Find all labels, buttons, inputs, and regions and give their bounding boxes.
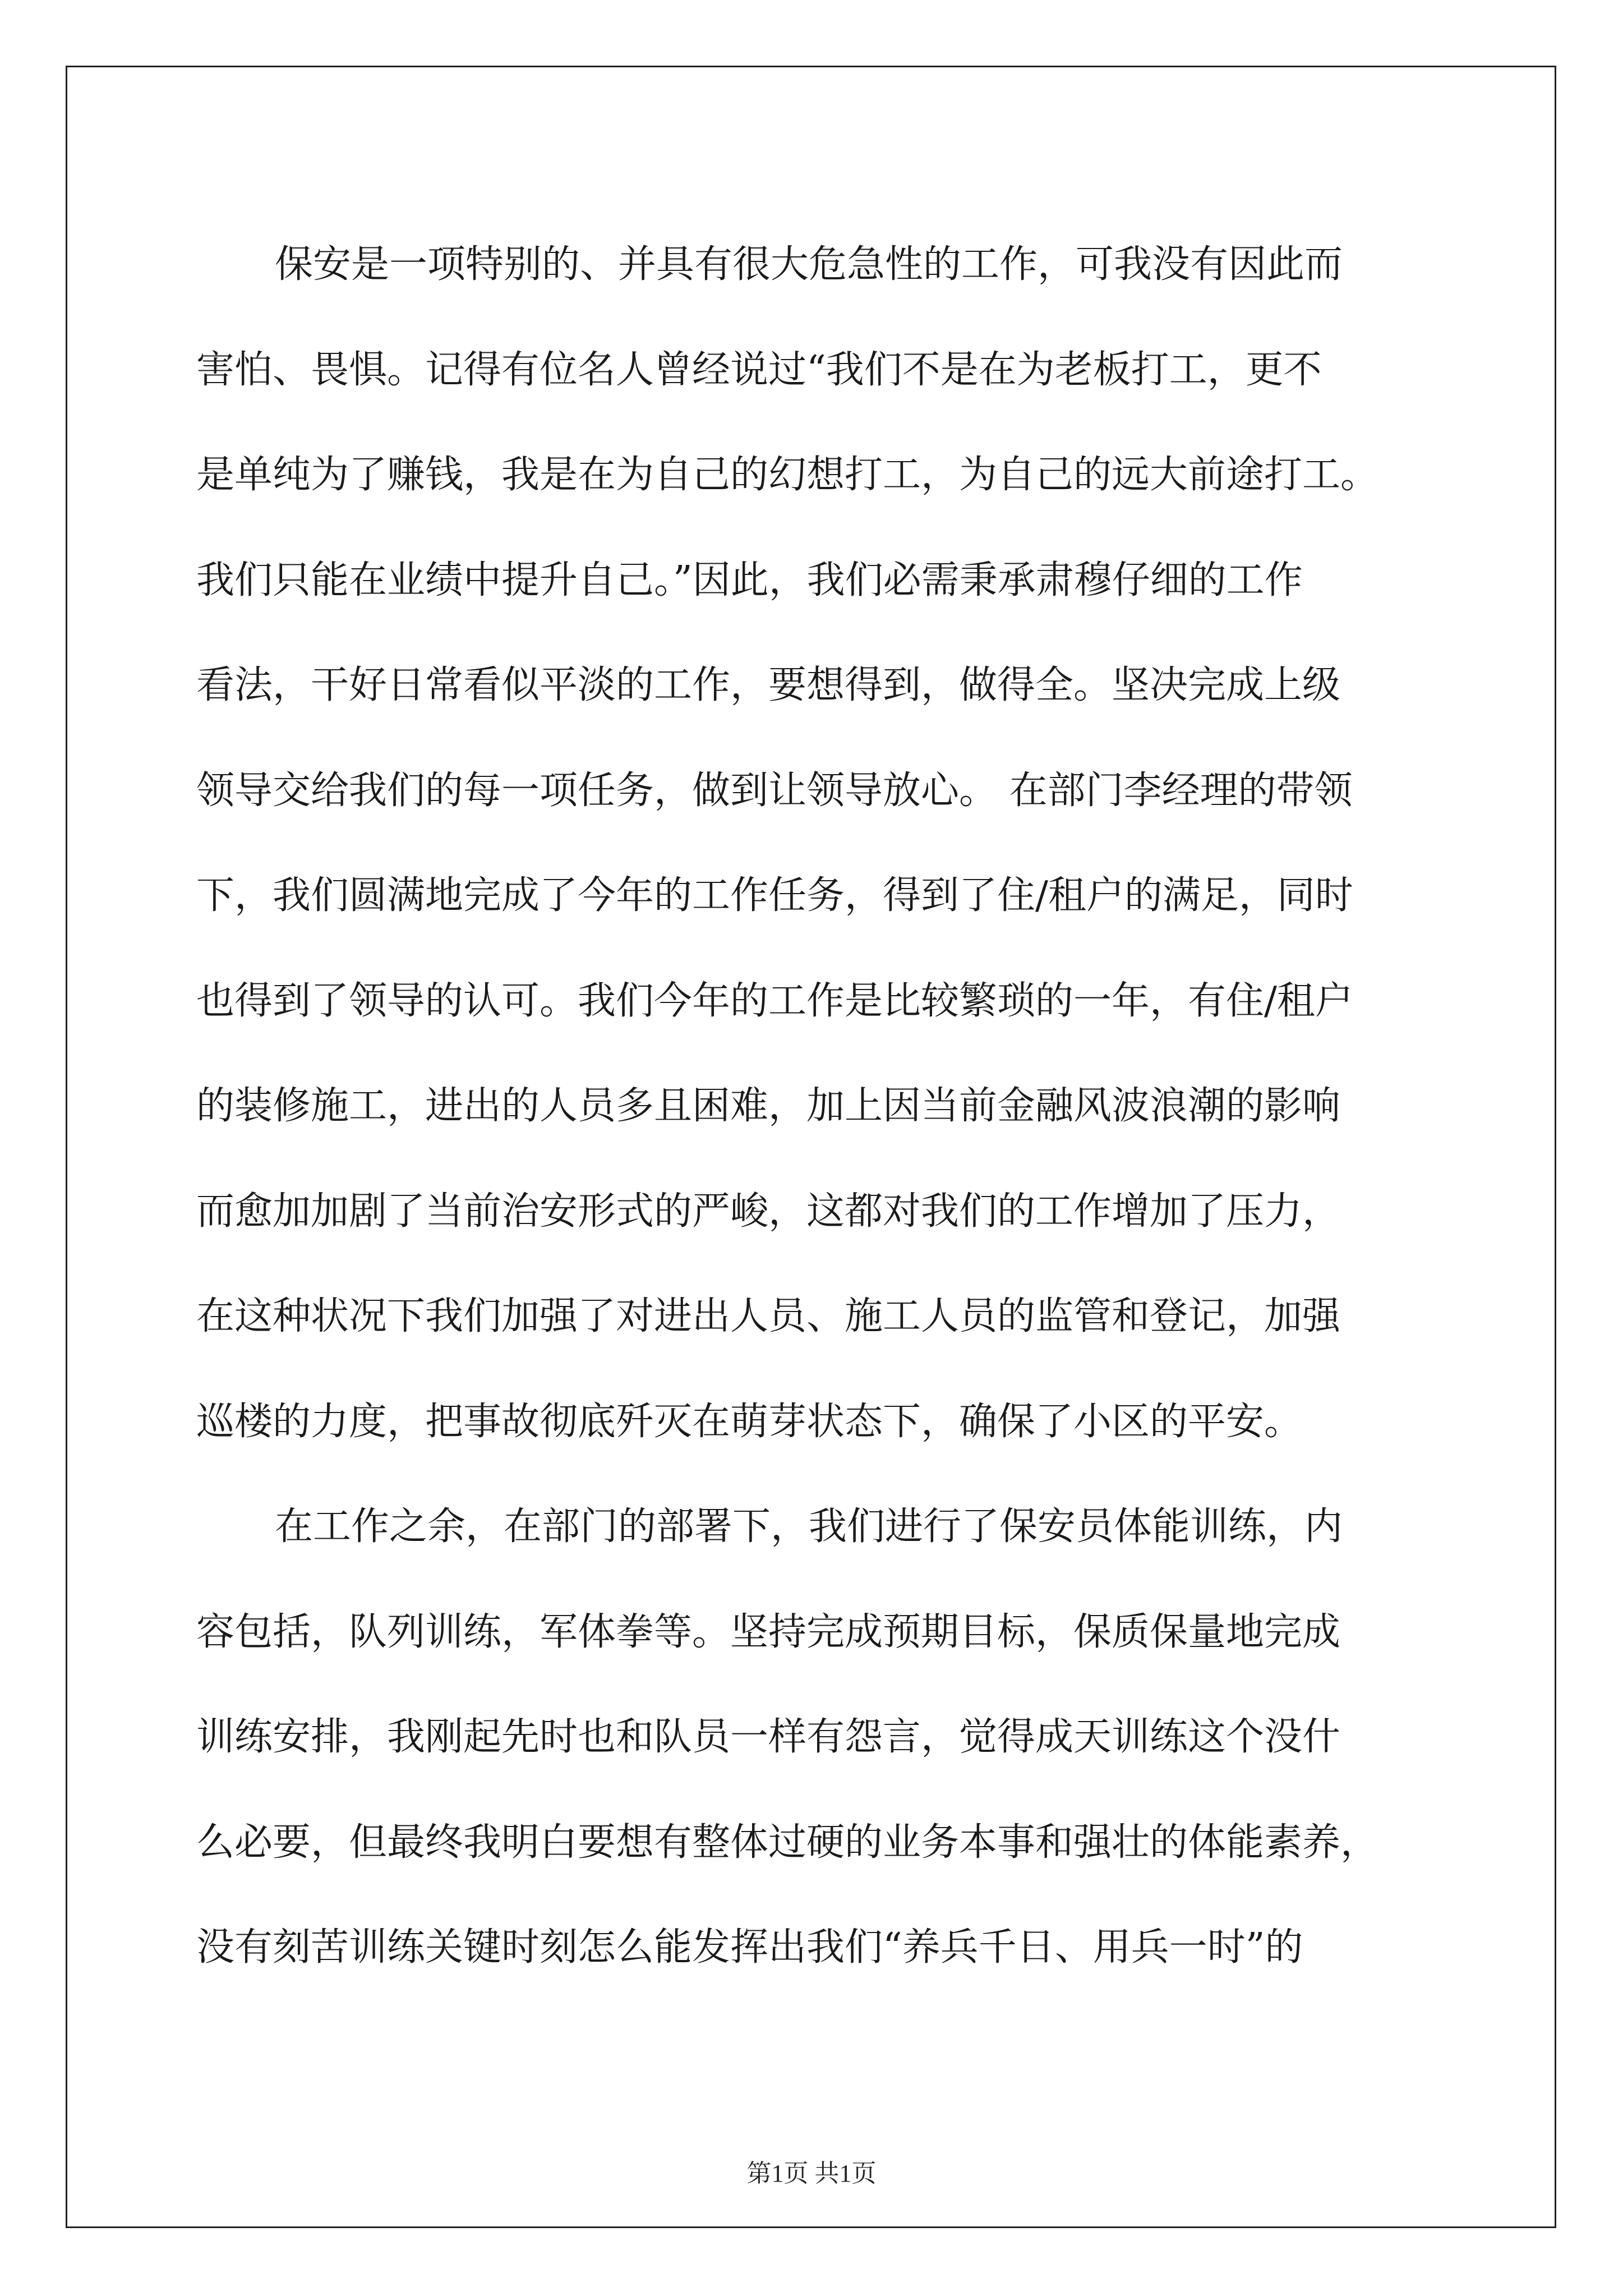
text-line-9: 的装修施工，进出的人员多且困难，加上因当前金融风波浪潮的影响 — [196, 1084, 1341, 1128]
text-line-5: 看法，干好日常看似平淡的工作，要想得到，做得全。坚决完成上级 — [196, 663, 1341, 707]
text-line-8: 也得到了领导的认可。我们今年的工作是比较繁琐的一年，有住/租户 — [196, 978, 1353, 1023]
text-line-17: 没有刻苦训练关键时刻怎么能发挥出我们“养兵千日、用兵一时”的 — [196, 1925, 1303, 1970]
text-line-13: 在工作之余，在部门的部署下，我们进行了保安员体能训练，内 — [275, 1504, 1343, 1549]
page-footer: 第1页 共1页 — [746, 2160, 877, 2187]
text-line-6: 领导交给我们的每一项任务，做到让领导放心。 在部门李经理的带领 — [196, 768, 1353, 813]
text-line-15: 训练安排，我刚起先时也和队员一样有怨言，觉得成天训练这个没什 — [196, 1715, 1341, 1759]
document-body — [196, 212, 1436, 2000]
text-line-14: 容包括，队列训练，军体拳等。坚持完成预期目标，保质保量地完成 — [196, 1609, 1341, 1654]
text-line-2: 害怕、畏惧。记得有位名人曾经说过“我们不是在为老板打工，更不 — [196, 347, 1322, 392]
text-line-16: 么必要，但最终我明白要想有整体过硬的业务本事和强壮的体能素养， — [196, 1820, 1379, 1865]
text-line-7: 下，我们圆满地完成了今年的工作任务，得到了住/租户的满足，同时 — [196, 873, 1353, 918]
text-line-11: 在这种状况下我们加强了对进出人员、施工人员的监管和登记，加强 — [196, 1294, 1341, 1338]
text-line-1: 保安是一项特别的、并具有很大危急性的工作，可我没有因此而 — [275, 242, 1343, 287]
text-line-3: 是单纯为了赚钱，我是在为自己的幻想打工，为自己的远大前途打工。 — [196, 453, 1379, 497]
text-line-10: 而愈加加剧了当前治安形式的严峻，这都对我们的工作增加了压力， — [196, 1189, 1341, 1234]
text-line-4: 我们只能在业绩中提升自己。”因此，我们必需秉承肃穆仔细的工作 — [196, 558, 1303, 602]
text-line-12: 巡楼的力度，把事故彻底歼灭在萌芽状态下，确保了小区的平安。 — [196, 1399, 1303, 1444]
